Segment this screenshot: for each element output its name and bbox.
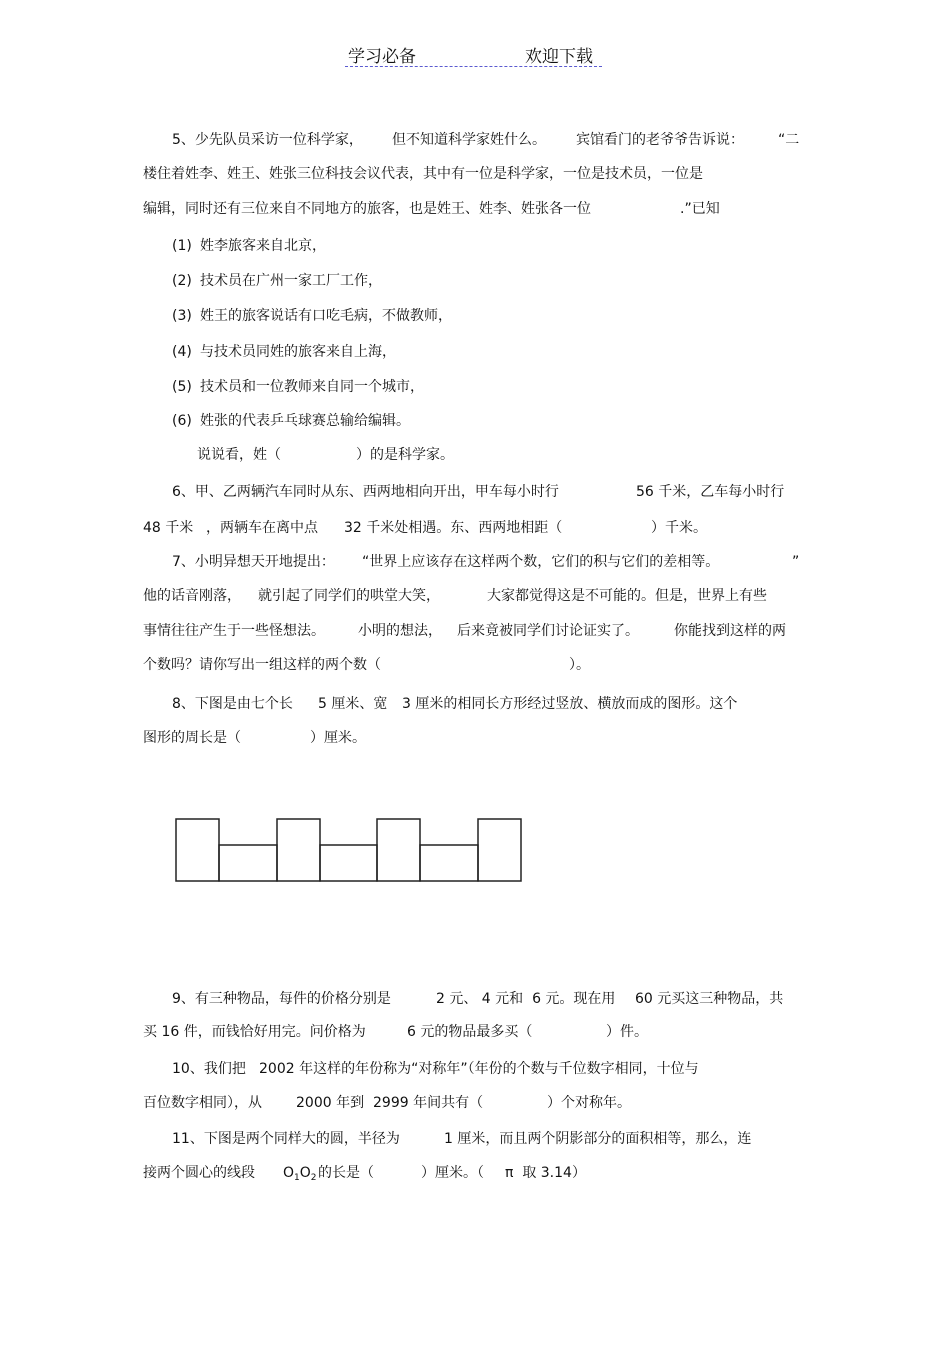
q6-line2b: ，两辆车在离中点 — [206, 520, 318, 536]
q7-line1b: “世界上应该存在这样两个数，它们的积与它们的差相等。 — [362, 554, 720, 570]
q5-cond6-num: (6) — [172, 413, 192, 429]
q10-line2d: ）个对称年。 — [547, 1095, 631, 1111]
q5-line1a: 5、少先队员采访一位科学家， — [172, 132, 363, 148]
q11-line1a: 11、下图是两个同样大的圆，半径为 — [172, 1131, 400, 1147]
q11-line2d: π 取 3.14） — [505, 1165, 586, 1181]
q11-line1b: 1 厘米，而且两个阴影部分的面积相等，那么，连 — [444, 1131, 752, 1147]
vertical-rectangle — [176, 819, 219, 881]
q11-line2b: 的长是（ — [318, 1165, 374, 1181]
q5-line1d: “二 — [778, 132, 800, 148]
header-right: 欢迎下载 — [525, 47, 593, 67]
header-left: 学习必备 — [348, 47, 416, 67]
q5-cond5-num: (5) — [172, 379, 192, 395]
q5-cond6-text: 姓张的代表乒乓球赛总输给编辑。 — [200, 413, 410, 429]
q5-cond4-text: 与技术员同姓的旅客来自上海， — [200, 344, 396, 360]
q7-line3c: 后来竟被同学们讨论证实了。 — [457, 623, 639, 639]
q5-cond3-num: (3) — [172, 308, 192, 324]
q10-line2a: 百位数字相同），从 — [143, 1095, 262, 1111]
q5-cond1-text: 姓李旅客来自北京， — [200, 238, 326, 254]
q5-ask-a: 说说看，姓（ — [197, 447, 281, 463]
q5-line3b: .”已知 — [680, 201, 720, 217]
q6-line1b: 56 千米，乙车每小时行 — [636, 484, 785, 500]
q7-line4a: 个数吗？请你写出一组这样的两个数（ — [143, 657, 381, 673]
segment-label: $O_1O_2$ — [283, 1165, 317, 1183]
horizontal-rectangle — [219, 845, 277, 881]
q10-line1b: 2002 年这样的年份称为“对称年”（年份的个数与千位数字相同，十位与 — [259, 1061, 699, 1077]
q7-line2c: 大家都觉得这是不可能的。但是，世界上有些 — [487, 588, 767, 604]
q7-line3a: 事情往往产生于一些怪想法。 — [143, 623, 325, 639]
q9-line2b: 6 元的物品最多买（ — [407, 1024, 533, 1040]
q5-cond5-text: 技术员和一位教师来自同一个城市， — [200, 379, 424, 395]
q9-line1b: 2 元、 4 元和 6 元。现在用 — [436, 991, 616, 1007]
q5-cond4-num: (4) — [172, 344, 192, 360]
q6-line1a: 6、甲、乙两辆汽车同时从东、西两地相向开出，甲车每小时行 — [172, 484, 559, 500]
vertical-rectangle — [478, 819, 521, 881]
q8-line1c: 3 厘米的相同长方形经过竖放、横放而成的图形。这个 — [402, 696, 738, 712]
q7-line4b: ）。 — [569, 657, 590, 673]
q10-line2b: 2000 年到 — [296, 1095, 365, 1111]
q8-line1a: 8、下图是由七个长 — [172, 696, 293, 712]
q9-line2c: ）件。 — [606, 1024, 648, 1040]
q5-cond3-text: 姓王的旅客说话有口吃毛病，不做教师， — [200, 308, 452, 324]
q5-line1b: 但不知道科学家姓什么。 — [392, 132, 546, 148]
q5-cond2-text: 技术员在广州一家工厂工作， — [200, 273, 382, 289]
q9-line1c: 60 元买这三种物品，共 — [635, 991, 784, 1007]
q5-cond2-num: (2) — [172, 273, 192, 289]
q10-line1a: 10、我们把 — [172, 1061, 246, 1077]
q8-line2b: ）厘米。 — [310, 730, 366, 746]
horizontal-rectangle — [420, 845, 478, 881]
q7-line2a: 他的话音刚落， — [143, 588, 241, 604]
q8-line1b: 5 厘米、宽 — [318, 696, 388, 712]
q7-line1c: ” — [792, 554, 800, 570]
q6-line2c: 32 千米处相遇。东、西两地相距（ — [344, 520, 563, 536]
q10-line2c: 2999 年间共有（ — [373, 1095, 484, 1111]
q5-line1c: 宾馆看门的老爷爷告诉说： — [576, 132, 744, 148]
q7-line1a: 7、小明异想天开地提出： — [172, 554, 335, 570]
q5-ask-b: ）的是科学家。 — [356, 447, 454, 463]
vertical-rectangle — [277, 819, 320, 881]
q9-line1a: 9、有三种物品，每件的价格分别是 — [172, 991, 391, 1007]
horizontal-rectangle — [320, 845, 377, 881]
q7-line3b: 小明的想法， — [358, 623, 442, 639]
q5-line3a: 编辑，同时还有三位来自不同地方的旅客，也是姓王、姓李、姓张各一位 — [143, 201, 591, 217]
q6-line2d: ）千米。 — [651, 520, 707, 536]
q11-line2a: 接两个圆心的线段 — [143, 1165, 255, 1181]
vertical-rectangle — [377, 819, 420, 881]
q5-line2: 楼住着姓李、姓王、姓张三位科技会议代表，其中有一位是科学家，一位是技术员，一位是 — [143, 166, 703, 182]
q7-line2b: 就引起了同学们的哄堂大笑， — [258, 588, 440, 604]
q5-cond1-num: (1) — [172, 238, 192, 254]
q9-line2a: 买 16 件，而钱恰好用完。问价格为 — [143, 1024, 366, 1040]
q7-line3d: 你能找到这样的两 — [674, 623, 786, 639]
q6-line2a: 48 千米 — [143, 520, 194, 536]
q8-line2a: 图形的周长是（ — [143, 730, 241, 746]
q11-line2c: ）厘米。（ — [421, 1165, 484, 1181]
